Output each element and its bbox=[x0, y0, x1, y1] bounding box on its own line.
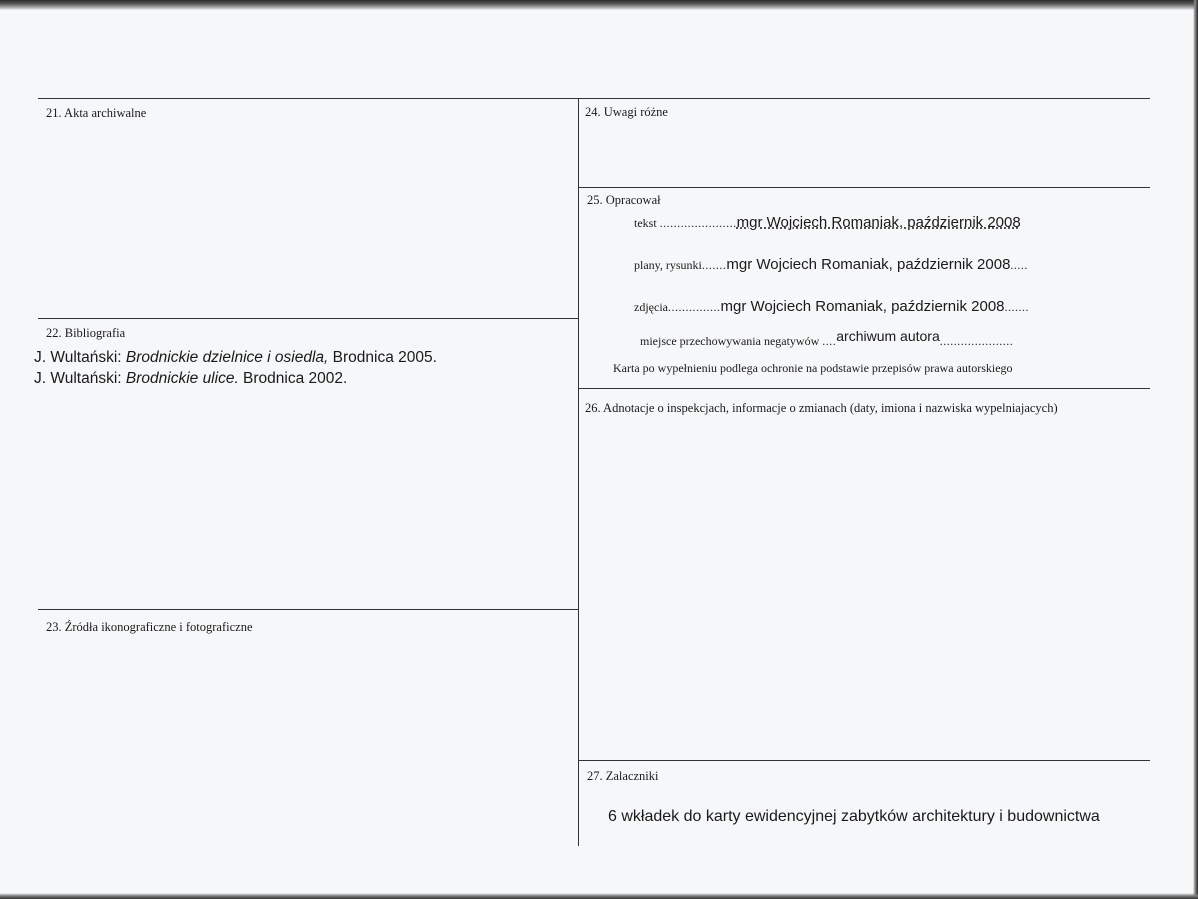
section-22-label: 22. Bibliografia bbox=[46, 326, 126, 340]
scan-edge-bottom bbox=[0, 893, 1198, 899]
bibliography-entry bbox=[34, 349, 437, 367]
rule-26-27 bbox=[578, 760, 1150, 761]
author-text-label: tekst bbox=[634, 216, 657, 230]
scan-edge-right bbox=[1193, 0, 1198, 899]
rule-22-23 bbox=[38, 609, 578, 610]
bibliography-title: Brodnickie dzielnice i osiedla, bbox=[125, 349, 329, 366]
author-text-value: mgr Wojciech Romaniak, październik 2008 bbox=[736, 214, 1021, 231]
attachments-value: 6 wkładek do karty ewidencyjnej zabytków architektury i budownictwa bbox=[608, 808, 1100, 825]
author-drawings-value: mgr Wojciech Romaniak, październik 2008 bbox=[726, 256, 1011, 273]
bibliography-author: J. Wultański: bbox=[34, 349, 126, 366]
author-photos-value: mgr Wojciech Romaniak, październik 2008 bbox=[720, 298, 1005, 315]
negatives-storage-field bbox=[640, 328, 1014, 349]
scan-edge-top bbox=[0, 0, 1198, 10]
bibliography-entry bbox=[34, 370, 347, 388]
bibliography-author: J. Wultański: bbox=[34, 370, 126, 387]
rule-21-22 bbox=[38, 318, 578, 319]
section-23-label: 23. Źródła ikonograficzne i fotograficzne bbox=[46, 620, 253, 634]
author-text-field bbox=[634, 214, 1021, 231]
section-25-label: 25. Opracował bbox=[587, 193, 661, 207]
section-24-label: 24. Uwagi różne bbox=[585, 105, 668, 119]
dotted-leader: ............... bbox=[667, 300, 721, 314]
dotted-leader: ....... bbox=[1004, 300, 1030, 314]
center-divider bbox=[578, 98, 579, 846]
author-photos-field bbox=[634, 298, 1029, 315]
section-26-label: 26. Adnotacje o inspekcjach, informacje o zmianach (daty, imiona i nazwiska wypelniajacych) bbox=[585, 401, 1058, 415]
dotted-leader: ...................... bbox=[659, 216, 737, 230]
negatives-storage-label: miejsce przechowywania negatywów bbox=[640, 334, 820, 348]
top-rule bbox=[38, 98, 1150, 99]
dotted-leader: .... bbox=[822, 334, 837, 348]
rule-25-26 bbox=[578, 388, 1150, 389]
bibliography-publication: Brodnica 2005. bbox=[328, 349, 437, 366]
negatives-storage-value: archiwum autora bbox=[836, 328, 940, 344]
author-photos-label: zdjęcia bbox=[634, 300, 668, 314]
bibliography-title: Brodnickie ulice. bbox=[125, 370, 239, 387]
rule-24-25 bbox=[578, 187, 1150, 188]
author-drawings-label: plany, rysunki bbox=[634, 258, 702, 272]
section-27-label: 27. Zalaczniki bbox=[587, 769, 659, 783]
dotted-leader: ..... bbox=[1010, 258, 1028, 272]
author-drawings-field bbox=[634, 256, 1028, 273]
dotted-leader: ..................... bbox=[939, 334, 1014, 348]
bibliography-publication: Brodnica 2002. bbox=[238, 370, 348, 387]
section-21-label: 21. Akta archiwalne bbox=[46, 106, 147, 120]
dotted-leader: ....... bbox=[701, 258, 727, 272]
copyright-note: Karta po wypełnieniu podlega ochronie na podstawie przepisów prawa autorskiego bbox=[613, 361, 1013, 375]
